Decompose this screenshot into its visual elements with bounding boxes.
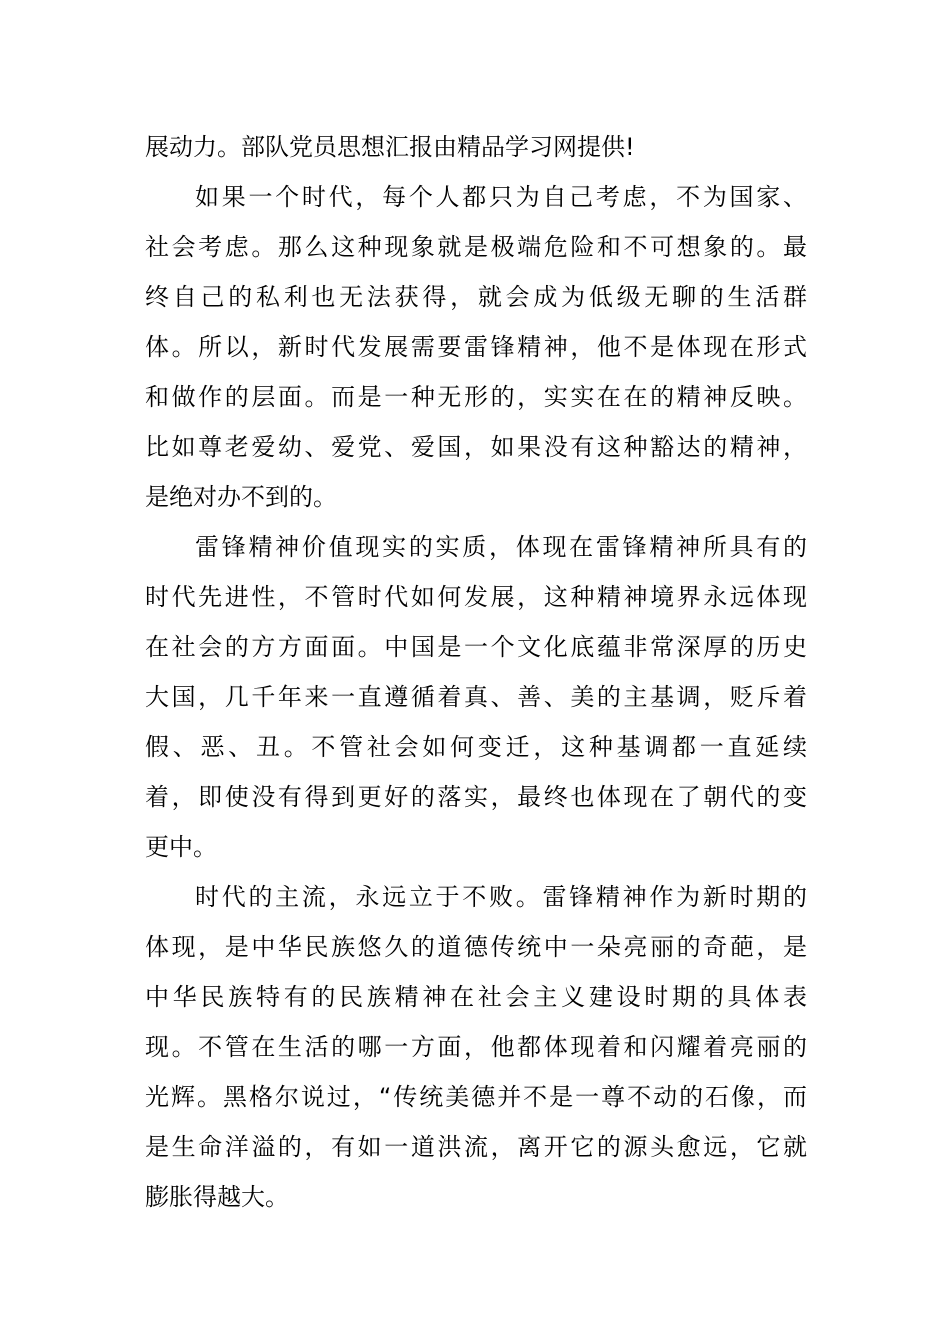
paragraph-3-line-6: 是生命洋溢的，有如一道洪流，离开它的源头愈远，它就 <box>145 1133 807 1161</box>
paragraph-2-line-4: 大国，几千年来一直遵循着真、善、美的主基调，贬斥着 <box>145 683 807 711</box>
paragraph-3-line-1: 时代的主流，永远立于不败。雷锋精神作为新时期的 <box>195 883 807 911</box>
text-line-1: 展动力。部队党员思想汇报由精品学习网提供! <box>145 133 635 161</box>
paragraph-3-line-4: 现。不管在生活的哪一方面，他都体现着和闪耀着亮丽的 <box>145 1033 807 1061</box>
paragraph-2-line-7: 更中。 <box>145 833 217 861</box>
paragraph-2-line-6: 着，即使没有得到更好的落实，最终也体现在了朝代的变 <box>145 783 807 811</box>
paragraph-3-line-5: 光辉。黑格尔说过，“传统美德并不是一尊不动的石像，而 <box>145 1083 807 1111</box>
paragraph-2-line-5: 假、恶、丑。不管社会如何变迁，这种基调都一直延续 <box>145 733 807 761</box>
paragraph-1-line-4: 体。所以，新时代发展需要雷锋精神，他不是体现在形式 <box>145 333 807 361</box>
paragraph-1-line-6: 比如尊老爱幼、爱党、爱国，如果没有这种豁达的精神， <box>145 433 807 461</box>
paragraph-3-line-3: 中华民族特有的民族精神在社会主义建设时期的具体表 <box>145 983 807 1011</box>
paragraph-2-line-2: 时代先进性，不管时代如何发展，这种精神境界永远体现 <box>145 583 807 611</box>
paragraph-1-line-1: 如果一个时代，每个人都只为自己考虑，不为国家、 <box>195 183 807 211</box>
paragraph-3-line-7: 膨胀得越大。 <box>145 1183 289 1211</box>
paragraph-1-line-3: 终自己的私利也无法获得，就会成为低级无聊的生活群 <box>145 283 807 311</box>
paragraph-3-line-2: 体现，是中华民族悠久的道德传统中一朵亮丽的奇葩，是 <box>145 933 807 961</box>
paragraph-2-line-1: 雷锋精神价值现实的实质，体现在雷锋精神所具有的 <box>195 533 807 561</box>
document-body <box>145 122 807 1222</box>
paragraph-1-line-7: 是绝对办不到的。 <box>145 483 337 511</box>
paragraph-2-line-3: 在社会的方方面面。中国是一个文化底蕴非常深厚的历史 <box>145 633 807 661</box>
paragraph-1-line-5: 和做作的层面。而是一种无形的，实实在在的精神反映。 <box>145 383 807 411</box>
paragraph-1-line-2: 社会考虑。那么这种现象就是极端危险和不可想象的。最 <box>145 233 807 261</box>
